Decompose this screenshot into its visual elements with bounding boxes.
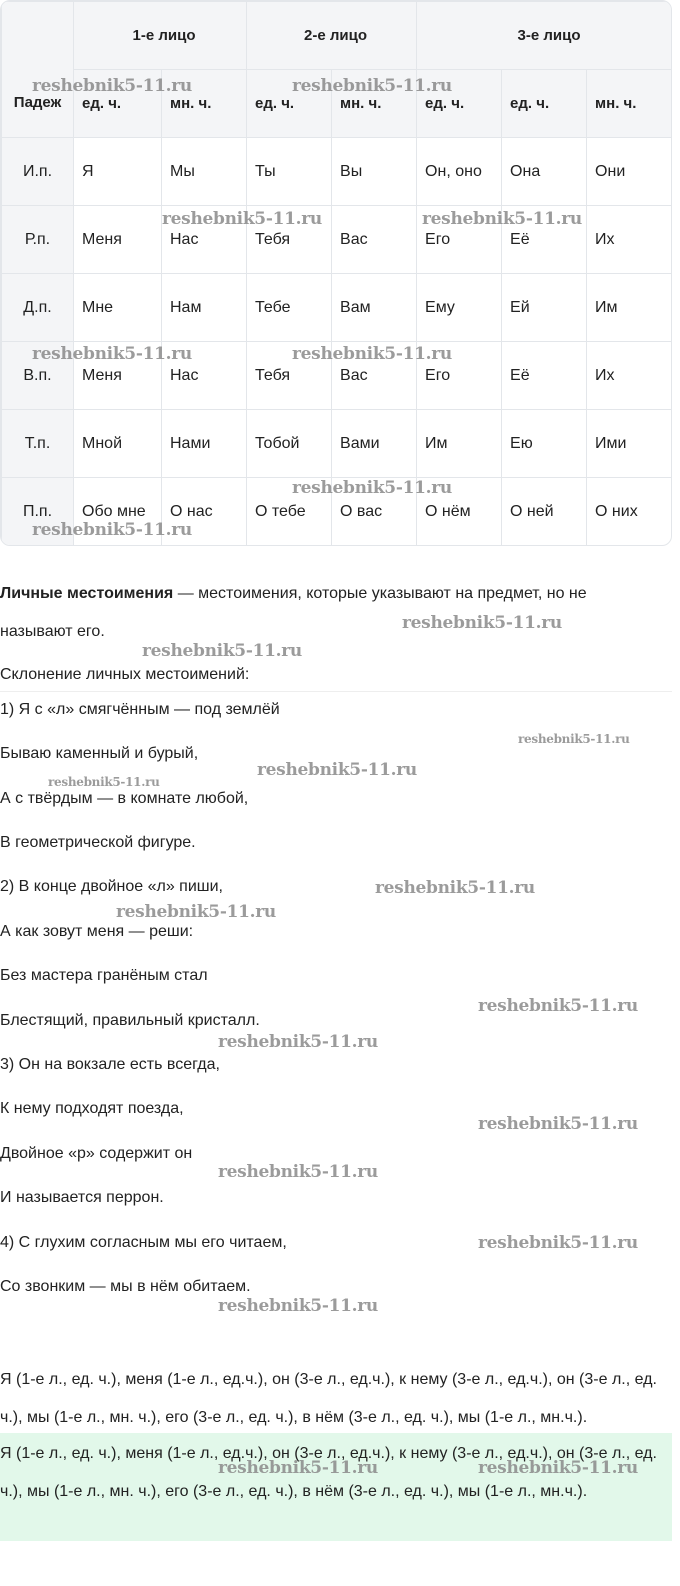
riddle-line: Блестящий, правильный кристалл. bbox=[0, 1012, 260, 1029]
number-header: ед. ч. bbox=[74, 70, 162, 138]
table-row bbox=[2, 410, 673, 478]
number-header: мн. ч. bbox=[162, 70, 247, 138]
pronoun-cell: Тебя bbox=[247, 342, 332, 410]
pronoun-cell: Ею bbox=[502, 410, 587, 478]
pronoun-cell: Я bbox=[74, 138, 162, 206]
third-person-header: 3-е лицо bbox=[417, 2, 672, 70]
case-header: Падеж bbox=[2, 2, 74, 138]
definition-term: Личные местоимения bbox=[0, 585, 174, 602]
second-person-header: 2-е лицо bbox=[247, 2, 417, 70]
pronoun-cell: О ней bbox=[502, 478, 587, 546]
riddle-line: Двойное «р» содержит он bbox=[0, 1145, 193, 1162]
watermark: reshebnik5-11.ru bbox=[32, 76, 192, 96]
case-cell: В.п. bbox=[2, 342, 74, 410]
divider bbox=[0, 691, 672, 692]
first-person-header: 1-е лицо bbox=[74, 2, 247, 70]
riddle-line: К нему подходят поезда, bbox=[0, 1100, 184, 1117]
pronoun-cell: Меня bbox=[74, 342, 162, 410]
pronoun-declension-table bbox=[1, 1, 672, 546]
watermark: reshebnik5-11.ru bbox=[218, 1162, 378, 1182]
pronoun-cell: Ими bbox=[587, 410, 672, 478]
watermark: reshebnik5-11.ru bbox=[142, 641, 302, 661]
watermark: reshebnik5-11.ru bbox=[402, 613, 562, 633]
table-row bbox=[2, 138, 673, 206]
table-row bbox=[2, 478, 673, 546]
number-header: мн. ч. bbox=[332, 70, 417, 138]
pronoun-cell: Мной bbox=[74, 410, 162, 478]
watermark: reshebnik5-11.ru bbox=[162, 209, 322, 229]
watermark: reshebnik5-11.ru bbox=[32, 520, 192, 540]
pronoun-cell: Ты bbox=[247, 138, 332, 206]
case-cell: Р.п. bbox=[2, 206, 74, 274]
case-cell: Д.п. bbox=[2, 274, 74, 342]
pronoun-cell: Ему bbox=[417, 274, 502, 342]
riddle-line: 1) Я с «л» смягчённым — под землёй bbox=[0, 701, 280, 718]
watermark: reshebnik5-11.ru bbox=[218, 1032, 378, 1052]
pronoun-table-container bbox=[0, 0, 672, 546]
watermark: reshebnik5-11.ru bbox=[32, 344, 192, 364]
watermark: reshebnik5-11.ru bbox=[257, 760, 417, 780]
pronoun-cell: Нас bbox=[162, 342, 247, 410]
number-header: мн. ч. bbox=[587, 70, 672, 138]
pronoun-cell: Вами bbox=[332, 410, 417, 478]
pronoun-cell: Её bbox=[502, 342, 587, 410]
pronoun-cell: Меня bbox=[74, 206, 162, 274]
pronoun-cell: Обо мне bbox=[74, 478, 162, 546]
pronoun-cell: О них bbox=[587, 478, 672, 546]
watermark: reshebnik5-11.ru bbox=[292, 478, 452, 498]
watermark: reshebnik5-11.ru bbox=[292, 76, 452, 96]
case-cell: И.п. bbox=[2, 138, 74, 206]
pronoun-cell: О вас bbox=[332, 478, 417, 546]
table-row bbox=[2, 342, 673, 410]
number-header: ед. ч. bbox=[247, 70, 332, 138]
watermark: reshebnik5-11.ru bbox=[218, 1296, 378, 1316]
pronoun-cell: Тебе bbox=[247, 274, 332, 342]
watermark: reshebnik5-11.ru bbox=[518, 732, 630, 746]
watermark: reshebnik5-11.ru bbox=[116, 902, 276, 922]
riddle-line: И называется перрон. bbox=[0, 1189, 164, 1206]
pronoun-cell: Его bbox=[417, 342, 502, 410]
pronoun-cell: Нам bbox=[162, 274, 247, 342]
riddle-line: 2) В конце двойное «л» пиши, bbox=[0, 878, 223, 895]
watermark: reshebnik5-11.ru bbox=[292, 344, 452, 364]
pronoun-cell: Тобой bbox=[247, 410, 332, 478]
pronoun-cell: Нами bbox=[162, 410, 247, 478]
pronoun-cell: Их bbox=[587, 342, 672, 410]
pronoun-cell: Вас bbox=[332, 206, 417, 274]
watermark: reshebnik5-11.ru bbox=[48, 775, 160, 789]
riddle-line: А как зовут меня — реши: bbox=[0, 923, 194, 940]
pronoun-cell: О нём bbox=[417, 478, 502, 546]
watermark: reshebnik5-11.ru bbox=[375, 878, 535, 898]
watermark: reshebnik5-11.ru bbox=[478, 1233, 638, 1253]
table-row bbox=[2, 274, 673, 342]
analysis-paragraph: Я (1-е л., ед. ч.), меня (1-е л., ед.ч.), он (3-е л., ед.ч.), к нему (3-е л., ед.ч.), он (3-е л., ед. ч.), мы (1-е л., мн. ч.), его (3-е л., ед. ч.), в нём (3-е л., ед. ч.), мы (1-е л., мн.ч.). bbox=[0, 1371, 657, 1426]
pronoun-cell: О тебе bbox=[247, 478, 332, 546]
number-header: ед. ч. bbox=[417, 70, 502, 138]
definition-text: — местоимения, которые указывают на предмет, но не называют его. bbox=[0, 585, 587, 640]
number-header: ед. ч. bbox=[502, 70, 587, 138]
pronoun-cell: Его bbox=[417, 206, 502, 274]
pronoun-cell: Нас bbox=[162, 206, 247, 274]
pronoun-cell: Они bbox=[587, 138, 672, 206]
pronoun-cell: Он, оно bbox=[417, 138, 502, 206]
case-cell: Т.п. bbox=[2, 410, 74, 478]
pronoun-cell: Мне bbox=[74, 274, 162, 342]
pronoun-cell: Вас bbox=[332, 342, 417, 410]
riddle-line: Со звонким — мы в нём обитаем. bbox=[0, 1278, 251, 1295]
definition-paragraph bbox=[0, 575, 660, 651]
watermark: reshebnik5-11.ru bbox=[422, 209, 582, 229]
highlighted-answer-text: Я (1-е л., ед. ч.), меня (1-е л., ед.ч.), он (3-е л., ед.ч.), к нему (3-е л., ед.ч.), он (3-е л., ед. ч.), мы (1-е л., мн. ч.), его (3-е л., ед. ч.), в нём (3-е л., ед. ч.), мы (1-е л., мн.ч.). bbox=[0, 1445, 657, 1500]
declension-title: Склонение личных местоимений: bbox=[0, 666, 250, 683]
pronoun-cell: Им bbox=[417, 410, 502, 478]
pronoun-cell: Вы bbox=[332, 138, 417, 206]
riddle-line: А с твёрдым — в комнате любой, bbox=[0, 790, 249, 807]
riddle-line: 4) С глухим согласным мы его читаем, bbox=[0, 1234, 287, 1251]
pronoun-cell: Её bbox=[502, 206, 587, 274]
case-cell: П.п. bbox=[2, 478, 74, 546]
riddle-line: 3) Он на вокзале есть всегда, bbox=[0, 1056, 220, 1073]
riddle-line: Бываю каменный и бурый, bbox=[0, 745, 199, 762]
watermark: reshebnik5-11.ru bbox=[478, 1458, 638, 1478]
riddle-line: Без мастера гранёным стал bbox=[0, 967, 208, 984]
pronoun-cell: Ей bbox=[502, 274, 587, 342]
table-row bbox=[2, 206, 673, 274]
watermark: reshebnik5-11.ru bbox=[218, 1458, 378, 1478]
pronoun-cell: Мы bbox=[162, 138, 247, 206]
watermark: reshebnik5-11.ru bbox=[478, 996, 638, 1016]
pronoun-cell: Вам bbox=[332, 274, 417, 342]
pronoun-cell: Их bbox=[587, 206, 672, 274]
pronoun-cell: Им bbox=[587, 274, 672, 342]
riddle-line: В геометрической фигуре. bbox=[0, 834, 196, 851]
pronoun-cell: О нас bbox=[162, 478, 247, 546]
watermark: reshebnik5-11.ru bbox=[478, 1114, 638, 1134]
pronoun-cell: Тебя bbox=[247, 206, 332, 274]
pronoun-cell: Она bbox=[502, 138, 587, 206]
